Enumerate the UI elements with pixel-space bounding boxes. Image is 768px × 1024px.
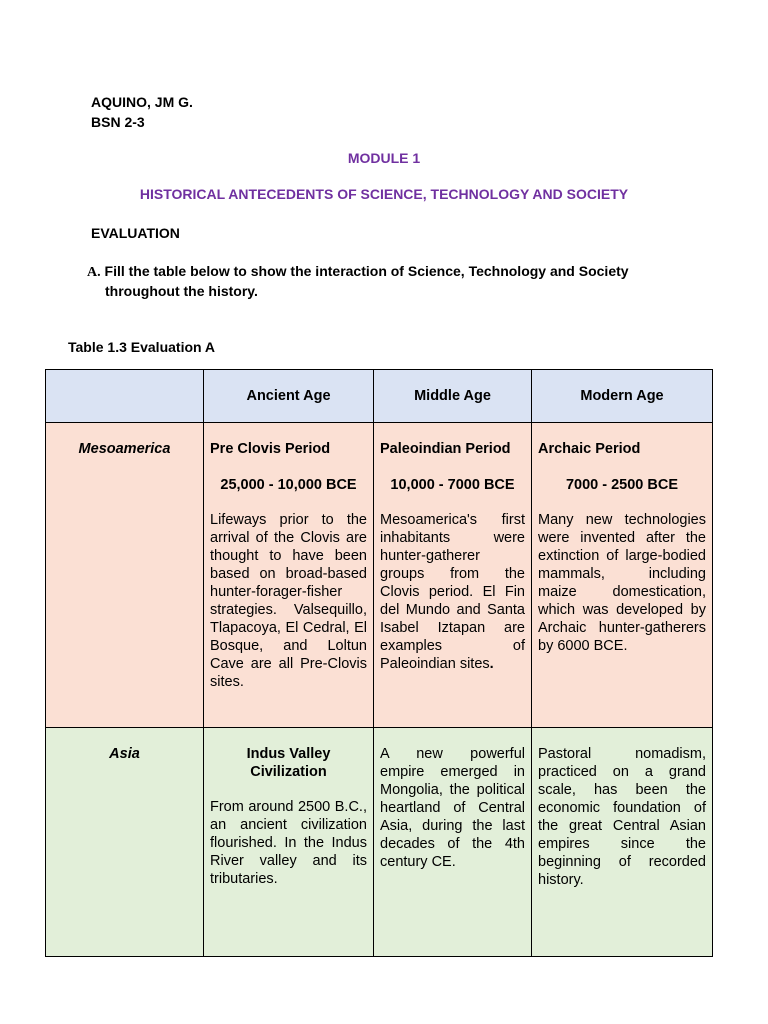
period-description: From around 2500 B.C., an ancient civilization flourished. In the Indus River valley and its tributaries. [210, 799, 367, 887]
instruction [87, 261, 707, 283]
module-subtitle: HISTORICAL ANTECEDENTS OF SCIENCE, TECHNOLOGY AND SOCIETY [139, 186, 629, 202]
table-caption: Table 1.3 Evaluation A [68, 339, 216, 355]
civilization-title-line-1: Indus Valley [246, 746, 331, 762]
module-title: MODULE 1 [347, 150, 421, 166]
instruction-marker: A. [87, 265, 101, 280]
table-row-asia [46, 728, 713, 957]
region-label: Mesoamerica [46, 423, 204, 728]
period-description: A new powerful empire emerged in Mongolia, the political heartland of Central Asia, during the last decades of the 4th century CE. [380, 746, 525, 870]
period-date: 7000 - 2500 BCE [565, 477, 679, 493]
table-row-mesoamerica [46, 423, 713, 728]
period-date: 25,000 - 10,000 BCE [220, 477, 357, 493]
region-label: Asia [46, 728, 204, 957]
period-description-wrap [380, 511, 525, 673]
header-modern-age: Modern Age [532, 370, 713, 423]
cell-asia-modern [532, 728, 713, 957]
cell-asia-ancient [204, 728, 374, 957]
period-description: Lifeways prior to the arrival of the Clovis are thought to have been based on broad-based hunter-forager-fisher strategies. Valsequillo, Tlapacoya, El Cedral, El Bosque, and Loltun Cave are all Pre-Clovis sites. [210, 512, 367, 690]
cell-mesoamerica-modern [532, 423, 713, 728]
instruction-line-2: throughout the history. [105, 283, 258, 299]
period-description: Pastoral nomadism, practiced on a grand scale, has been the economic foundation of the great Central Asian empires since the beginning of recorded history. [538, 746, 706, 888]
period-title: Paleoindian Period [380, 441, 511, 457]
period-description: Many new technologies were invented after the extinction of large-bodied mammals, including maize domestication, which was developed by Archaic hunter-gatherers by 6000 BCE. [538, 512, 706, 654]
period-title: Archaic Period [538, 441, 641, 457]
period-description-end: . [489, 656, 494, 672]
header-middle-age: Middle Age [374, 370, 532, 423]
header-cell-empty [46, 370, 204, 423]
civilization-title-line-2: Civilization [250, 764, 327, 780]
evaluation-heading: EVALUATION [91, 225, 180, 241]
evaluation-table [45, 369, 713, 957]
header-ancient-age: Ancient Age [204, 370, 374, 423]
table-header-row [46, 370, 713, 423]
student-name: AQUINO, JM G. [91, 94, 193, 110]
cell-mesoamerica-ancient [204, 423, 374, 728]
student-section: BSN 2-3 [91, 114, 145, 130]
period-date: 10,000 - 7000 BCE [390, 477, 515, 493]
period-title: Pre Clovis Period [210, 441, 331, 457]
cell-mesoamerica-middle [374, 423, 532, 728]
cell-asia-middle [374, 728, 532, 957]
instruction-line-1: Fill the table below to show the interaction of Science, Technology and Society [104, 263, 629, 279]
period-description: Mesoamerica's first inhabitants were hunter-gatherer groups from the Clovis period. El Fin del Mundo and Santa Isabel Iztapan are examples of Paleoindian sites [380, 512, 525, 672]
